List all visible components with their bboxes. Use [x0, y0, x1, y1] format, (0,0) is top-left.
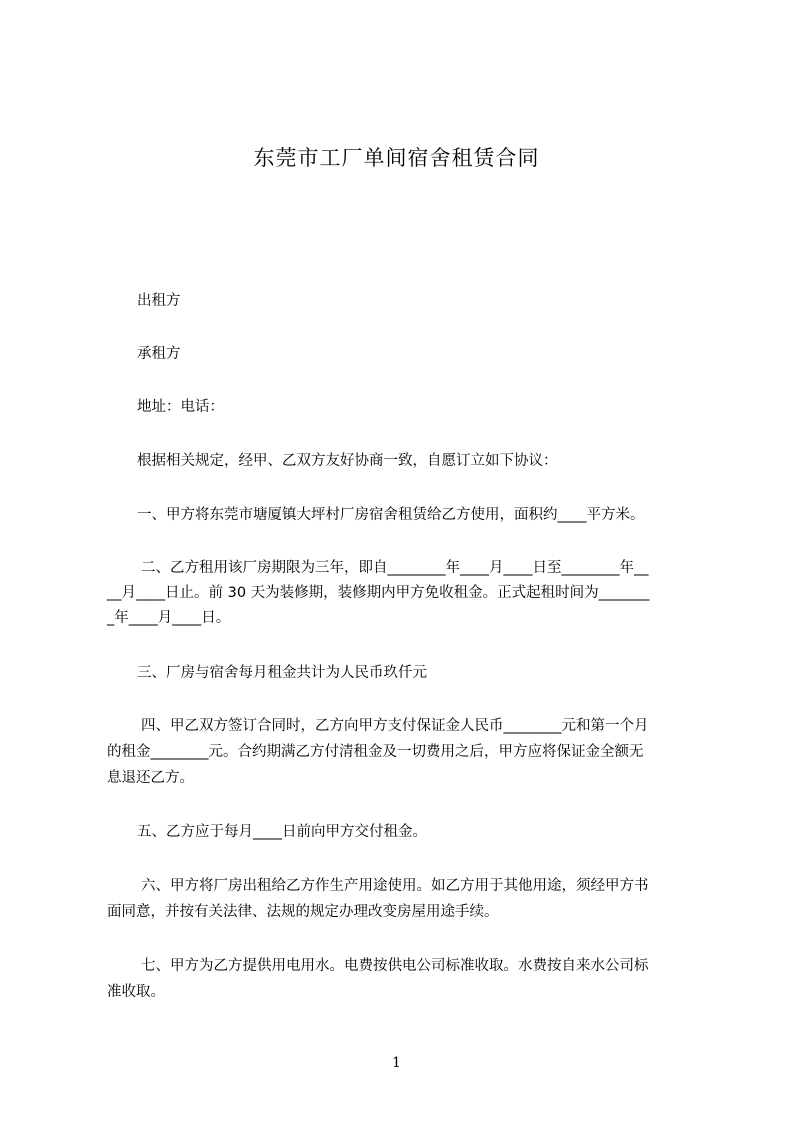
- clause-6-line-1: 六、甲方将厂房出租给乙方作生产用途使用。如乙方用于其他用途，须经甲方书: [141, 878, 649, 894]
- intro-paragraph: 根据相关规定，经甲、乙双方友好协商一致，自愿订立如下协议：: [137, 453, 558, 469]
- clause-7-line-2: 准收取。: [107, 984, 165, 1000]
- clause-2-line-2: __月____日止。前 30 天为装修期，装修期内甲方免收租金。正式起租时间为_______: [107, 585, 650, 601]
- address-phone-line: 地址：电话：: [137, 399, 224, 415]
- clause-7-line-1: 七、甲方为乙方提供用电用水。电费按供电公司标准收取。水费按自来水公司标: [141, 958, 649, 974]
- clause-2-line-3: _年____月____日。: [107, 610, 231, 626]
- clause-4-line-3: 息退还乙方。: [107, 770, 194, 786]
- page-number: 1: [392, 1055, 401, 1071]
- document-title: 东莞市工厂单间宿舍租赁合同: [253, 146, 540, 170]
- lessee-label: 承租方: [137, 346, 181, 362]
- clause-3: 三、厂房与宿舍每月租金共计为人民币玖仟元: [137, 665, 427, 681]
- clause-6-line-2: 面同意，并按有关法律、法规的规定办理改变房屋用途手续。: [107, 904, 499, 920]
- clause-5: 五、乙方应于每月____日前向甲方交付租金。: [137, 824, 427, 840]
- clause-4-line-2: 的租金________元。合约期满乙方付清租金及一切费用之后，甲方应将保证金全额无: [107, 744, 644, 760]
- clause-1: 一、甲方将东莞市塘厦镇大坪村厂房宿舍租赁给乙方使用，面积约____平方米。: [137, 507, 645, 523]
- clause-2-line-1: 二、乙方租用该厂房期限为三年，即自________年____月____日至________年__: [141, 560, 649, 576]
- clause-4-line-1: 四、甲乙双方签订合同时，乙方向甲方支付保证金人民币________元和第一个月: [141, 718, 649, 734]
- lessor-label: 出租方: [137, 293, 181, 309]
